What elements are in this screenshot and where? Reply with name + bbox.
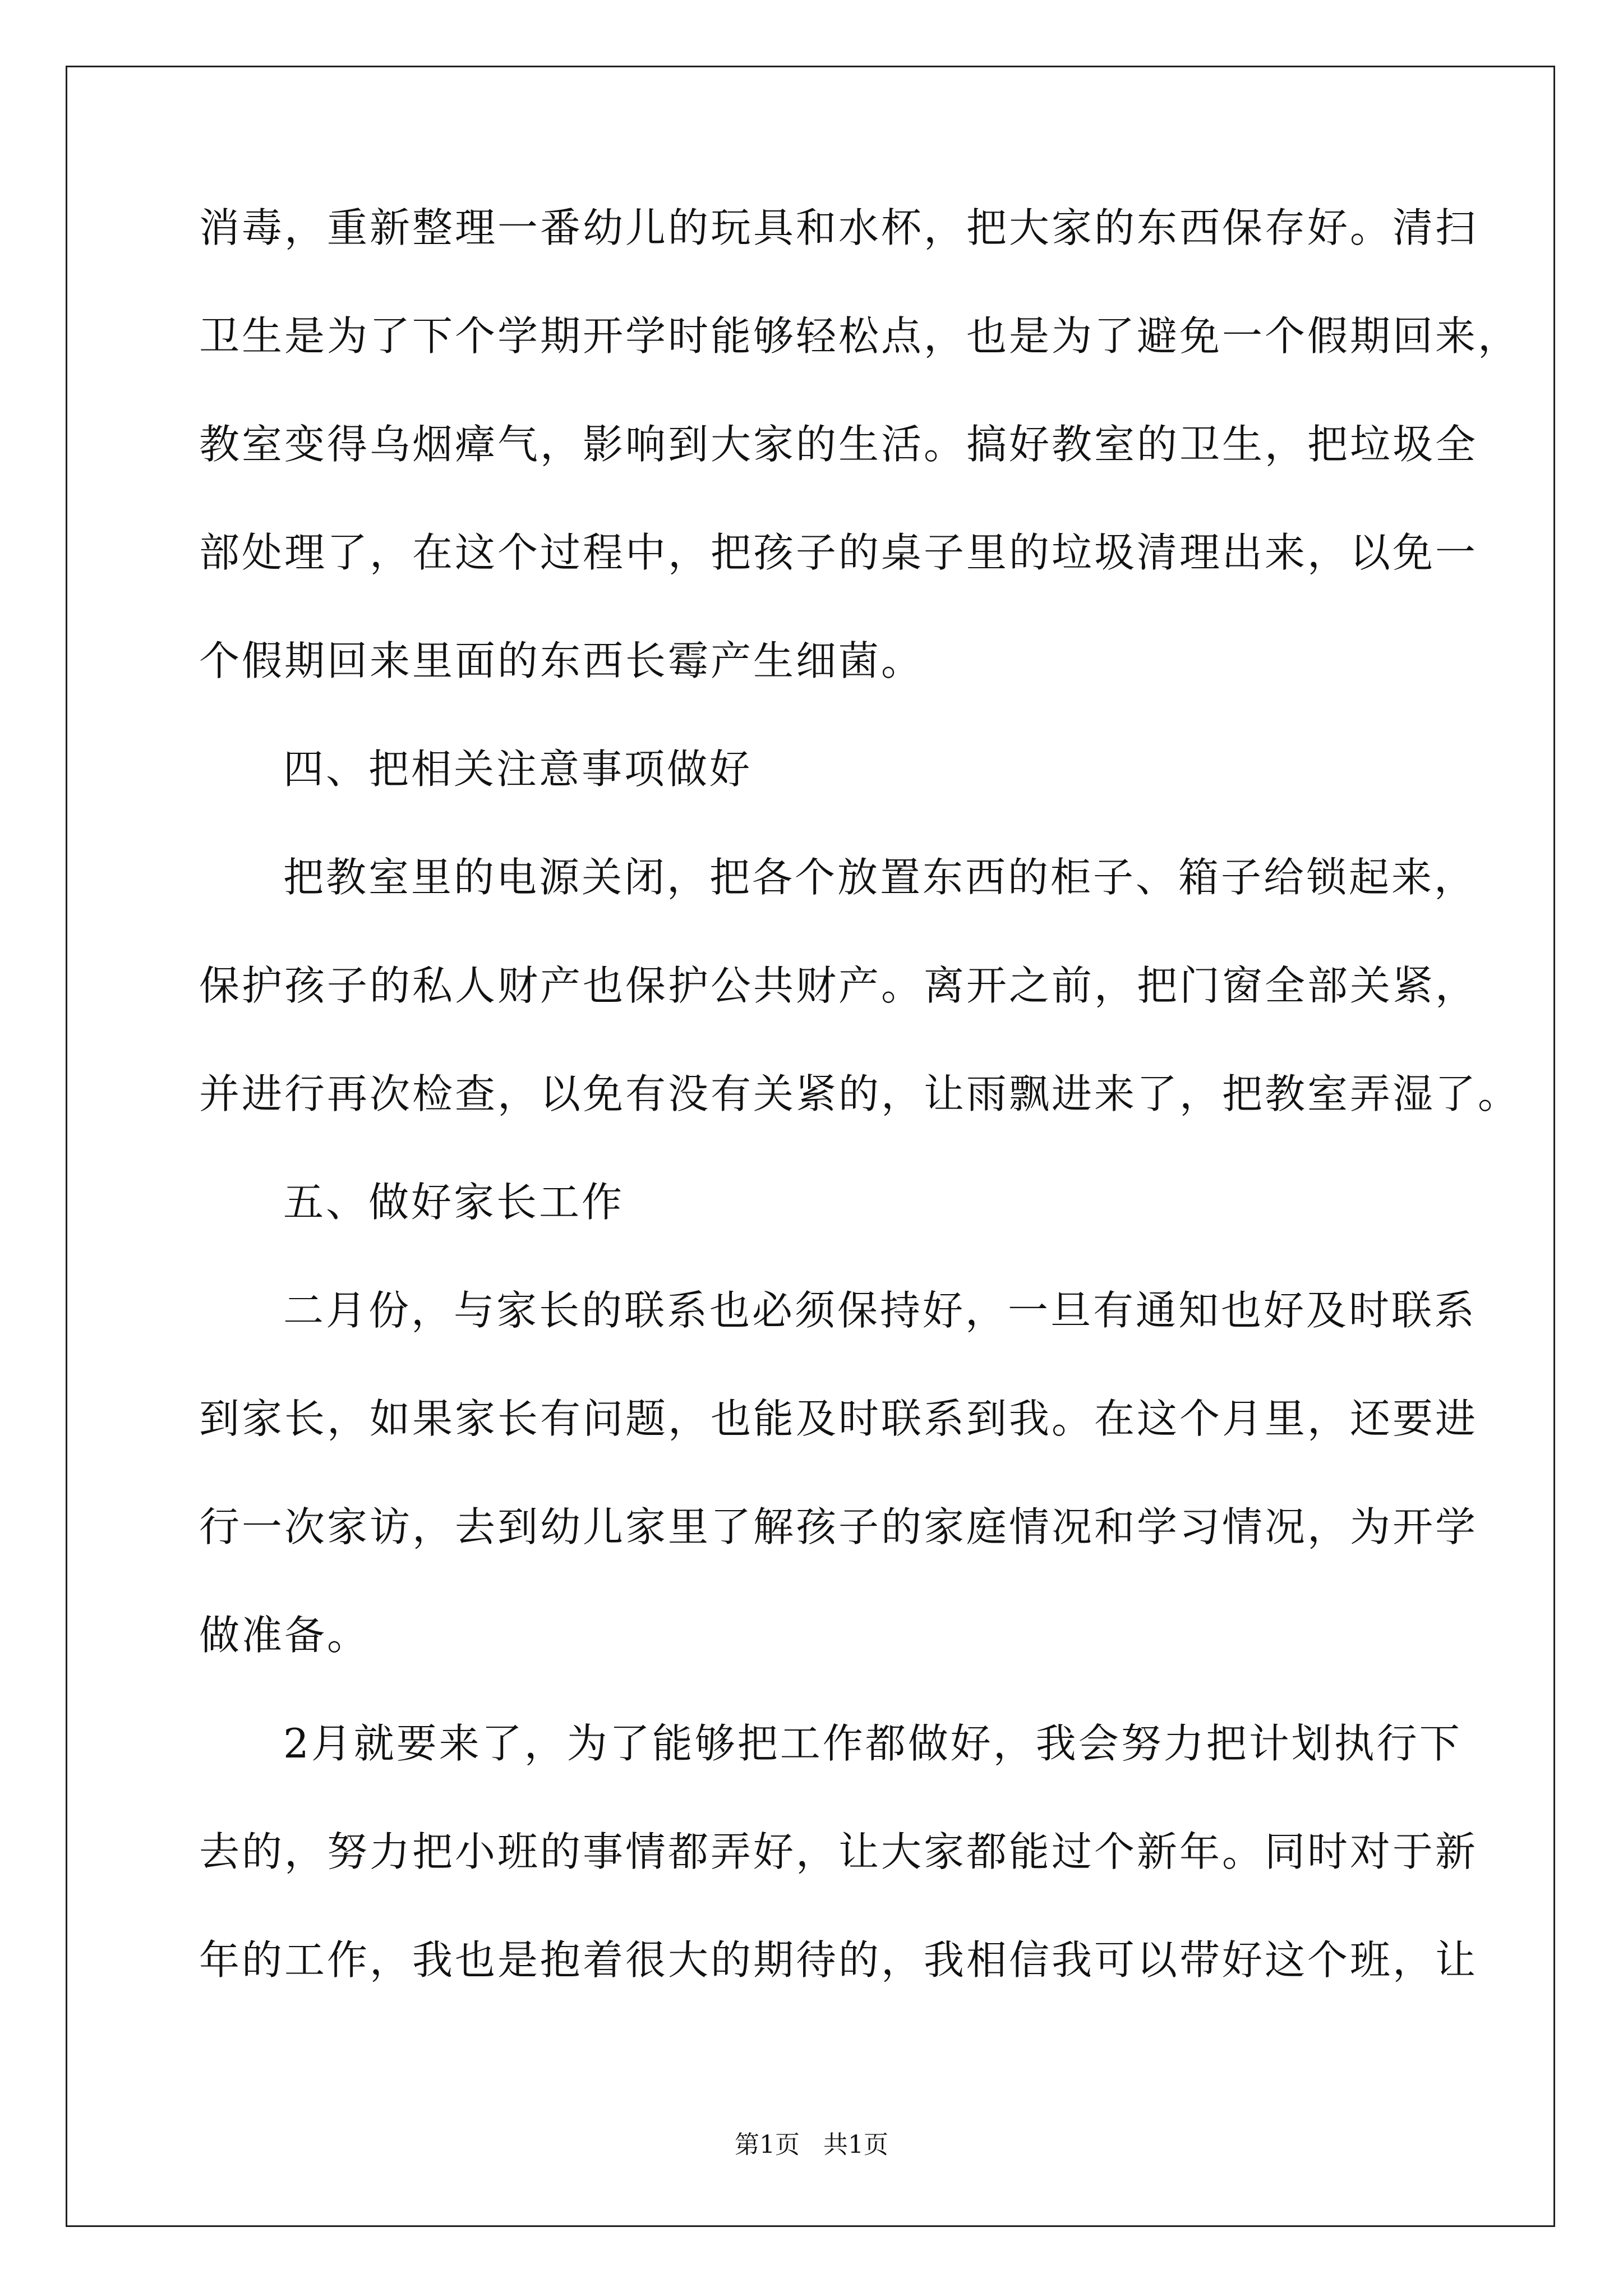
section-heading: 五、做好家长工作: [283, 1179, 625, 1226]
text-line: 做准备。: [199, 1612, 370, 1659]
text-line: 把教室里的电源关闭，把各个放置东西的柜子、箱子给锁起来，: [283, 854, 1477, 901]
section-heading: 四、把相关注意事项做好: [283, 746, 753, 793]
text-line: 消毒，重新整理一番幼儿的玩具和水杯，把大家的东西保存好。清扫: [199, 204, 1478, 251]
text-line: 并进行再次检查，以免有没有关紧的，让雨飘进来了，把教室弄湿了。: [199, 1070, 1521, 1117]
text-line: 到家长，如果家长有问题，也能及时联系到我。在这个月里，还要进: [199, 1395, 1478, 1442]
text-line: 教室变得乌烟瘴气，影响到大家的生活。搞好教室的卫生，把垃圾全: [199, 421, 1478, 468]
page-number-footer: 第1页 共1页: [735, 2131, 888, 2159]
text-line: 年的工作，我也是抱着很大的期待的，我相信我可以带好这个班，让: [199, 1936, 1478, 1984]
text-line: 保护孩子的私人财产也保护公共财产。离开之前，把门窗全部关紧，: [199, 962, 1478, 1009]
document-body: [199, 204, 1521, 2048]
text-line: 去的，努力把小班的事情都弄好，让大家都能过个新年。同时对于新: [199, 1828, 1478, 1875]
text-line: 部处理了，在这个过程中，把孩子的桌子里的垃圾清理出来，以免一: [199, 529, 1478, 576]
text-line: 2月就要来了，为了能够把工作都做好，我会努力把计划执行下: [283, 1720, 1462, 1767]
text-line: 卫生是为了下个学期开学时能够轻松点，也是为了避免一个假期回来，: [199, 312, 1521, 360]
text-line: 二月份，与家长的联系也必须保持好，一旦有通知也好及时联系: [283, 1287, 1477, 1334]
text-line: 个假期回来里面的东西长霉产生细菌。: [199, 637, 924, 684]
text-line: 行一次家访，去到幼儿家里了解孩子的家庭情况和学习情况，为开学: [199, 1503, 1478, 1550]
